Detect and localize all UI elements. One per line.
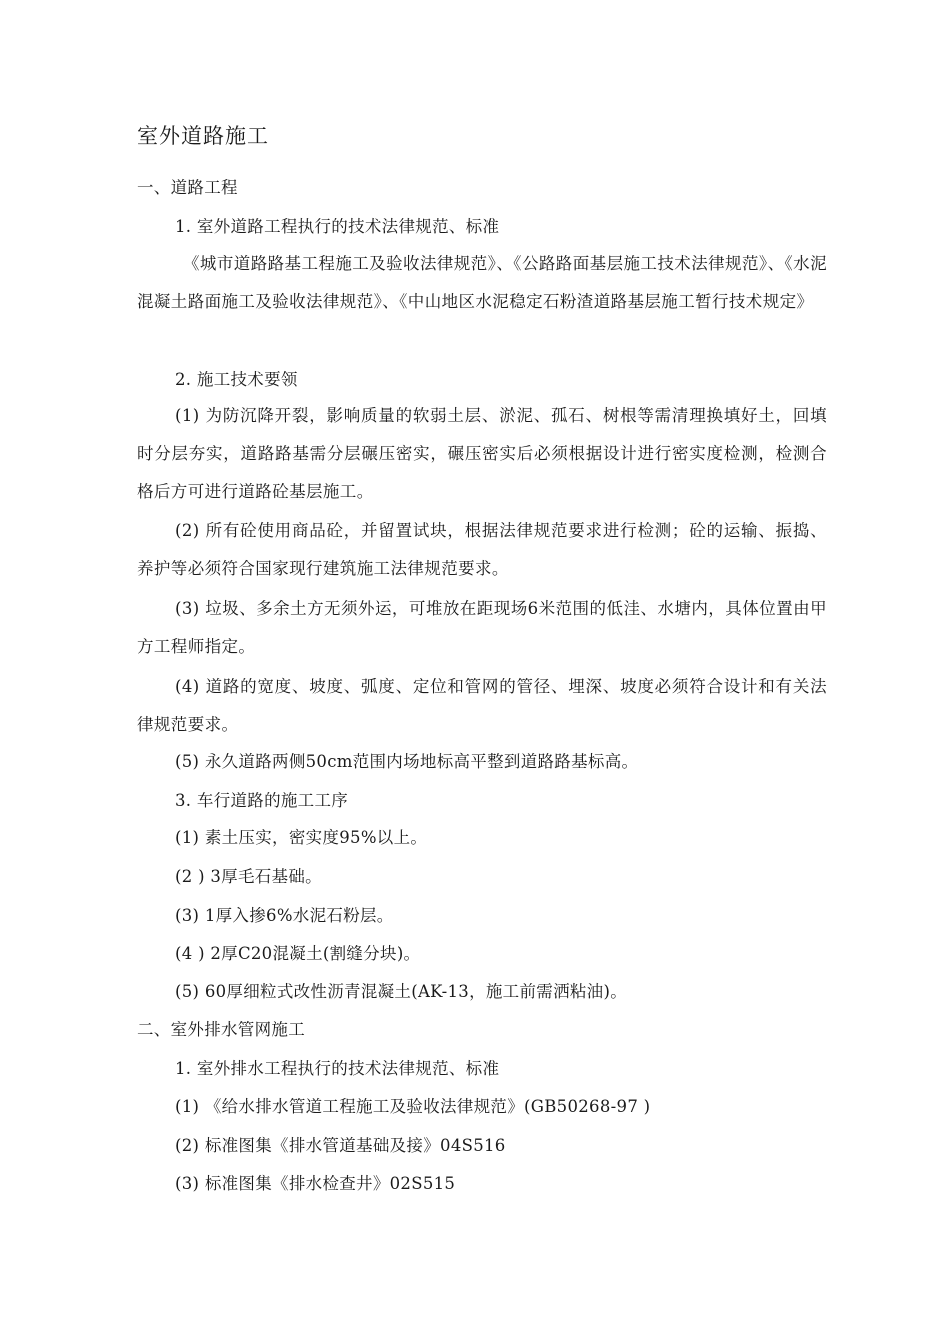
section-2-heading: 二、室外排水管网施工	[137, 1020, 305, 1039]
point-4-paragraph: (4) 道路的宽度、坡度、弧度、定位和管网的管径、埋深、坡度必须符合设计和有关法律规范要求。	[137, 677, 827, 734]
subsection-2-1-heading: 1. 室外排水工程执行的技术法律规范、标准	[175, 1059, 500, 1078]
point-1-paragraph: (1) 为防沉降开裂，影响质量的软弱土层、淤泥、孤石、树根等需清理换填好土，回填时分层夯实，道路路基需分层碾压密实，碾压密实后必须根据设计进行密实度检测，检测合格后方可进行道路砼基层施工。	[137, 406, 827, 501]
process-step-5: (5) 60厚细粒式改性沥青混凝土(AK-13，施工前需洒粘油)。	[175, 982, 627, 1001]
process-step-1: (1) 素土压实，密实度95%以上。	[175, 828, 428, 847]
point-5-line: (5) 永久道路两侧50cm范围内场地标高平整到道路路基标高。	[175, 752, 639, 771]
standards-paragraph: 《城市道路路基工程施工及验收法律规范》、《公路路面基层施工技术法律规范》、《水泥混凝土路面施工及验收法律规范》、《中山地区水泥稳定石粉渣道路基层施工暂行技术规定》	[137, 254, 827, 311]
subsection-1-2-heading: 2. 施工技术要领	[175, 370, 298, 389]
subsection-1-3-heading: 3. 车行道路的施工工序	[175, 791, 349, 810]
section-1-heading: 一、道路工程	[137, 178, 238, 197]
subsection-1-1-heading: 1. 室外道路工程执行的技术法律规范、标准	[175, 217, 500, 236]
point-2-paragraph: (2) 所有砼使用商品砼，并留置试块，根据法律规范要求进行检测；砼的运输、振捣、养护等必须符合国家现行建筑施工法律规范要求。	[137, 521, 827, 578]
standard-item-2: (2) 标准图集《排水管道基础及接》04S516	[175, 1136, 506, 1155]
process-step-3: (3) 1厚入掺6%水泥石粉层。	[175, 906, 394, 925]
process-step-2: (2 ) 3厚毛石基础。	[175, 867, 322, 886]
page-title: 室外道路施工	[137, 124, 269, 148]
standard-item-3: (3) 标准图集《排水检查井》02S515	[175, 1174, 456, 1193]
point-3-paragraph: (3) 垃圾、多余土方无须外运，可堆放在距现场6米范围的低洼、水塘内，具体位置由甲方工程师指定。	[137, 599, 827, 656]
standard-item-1: (1) 《给水排水管道工程施工及验收法律规范》(GB50268-97 )	[175, 1097, 651, 1116]
process-step-4: (4 ) 2厚C20混凝土(割缝分块)。	[175, 944, 421, 963]
